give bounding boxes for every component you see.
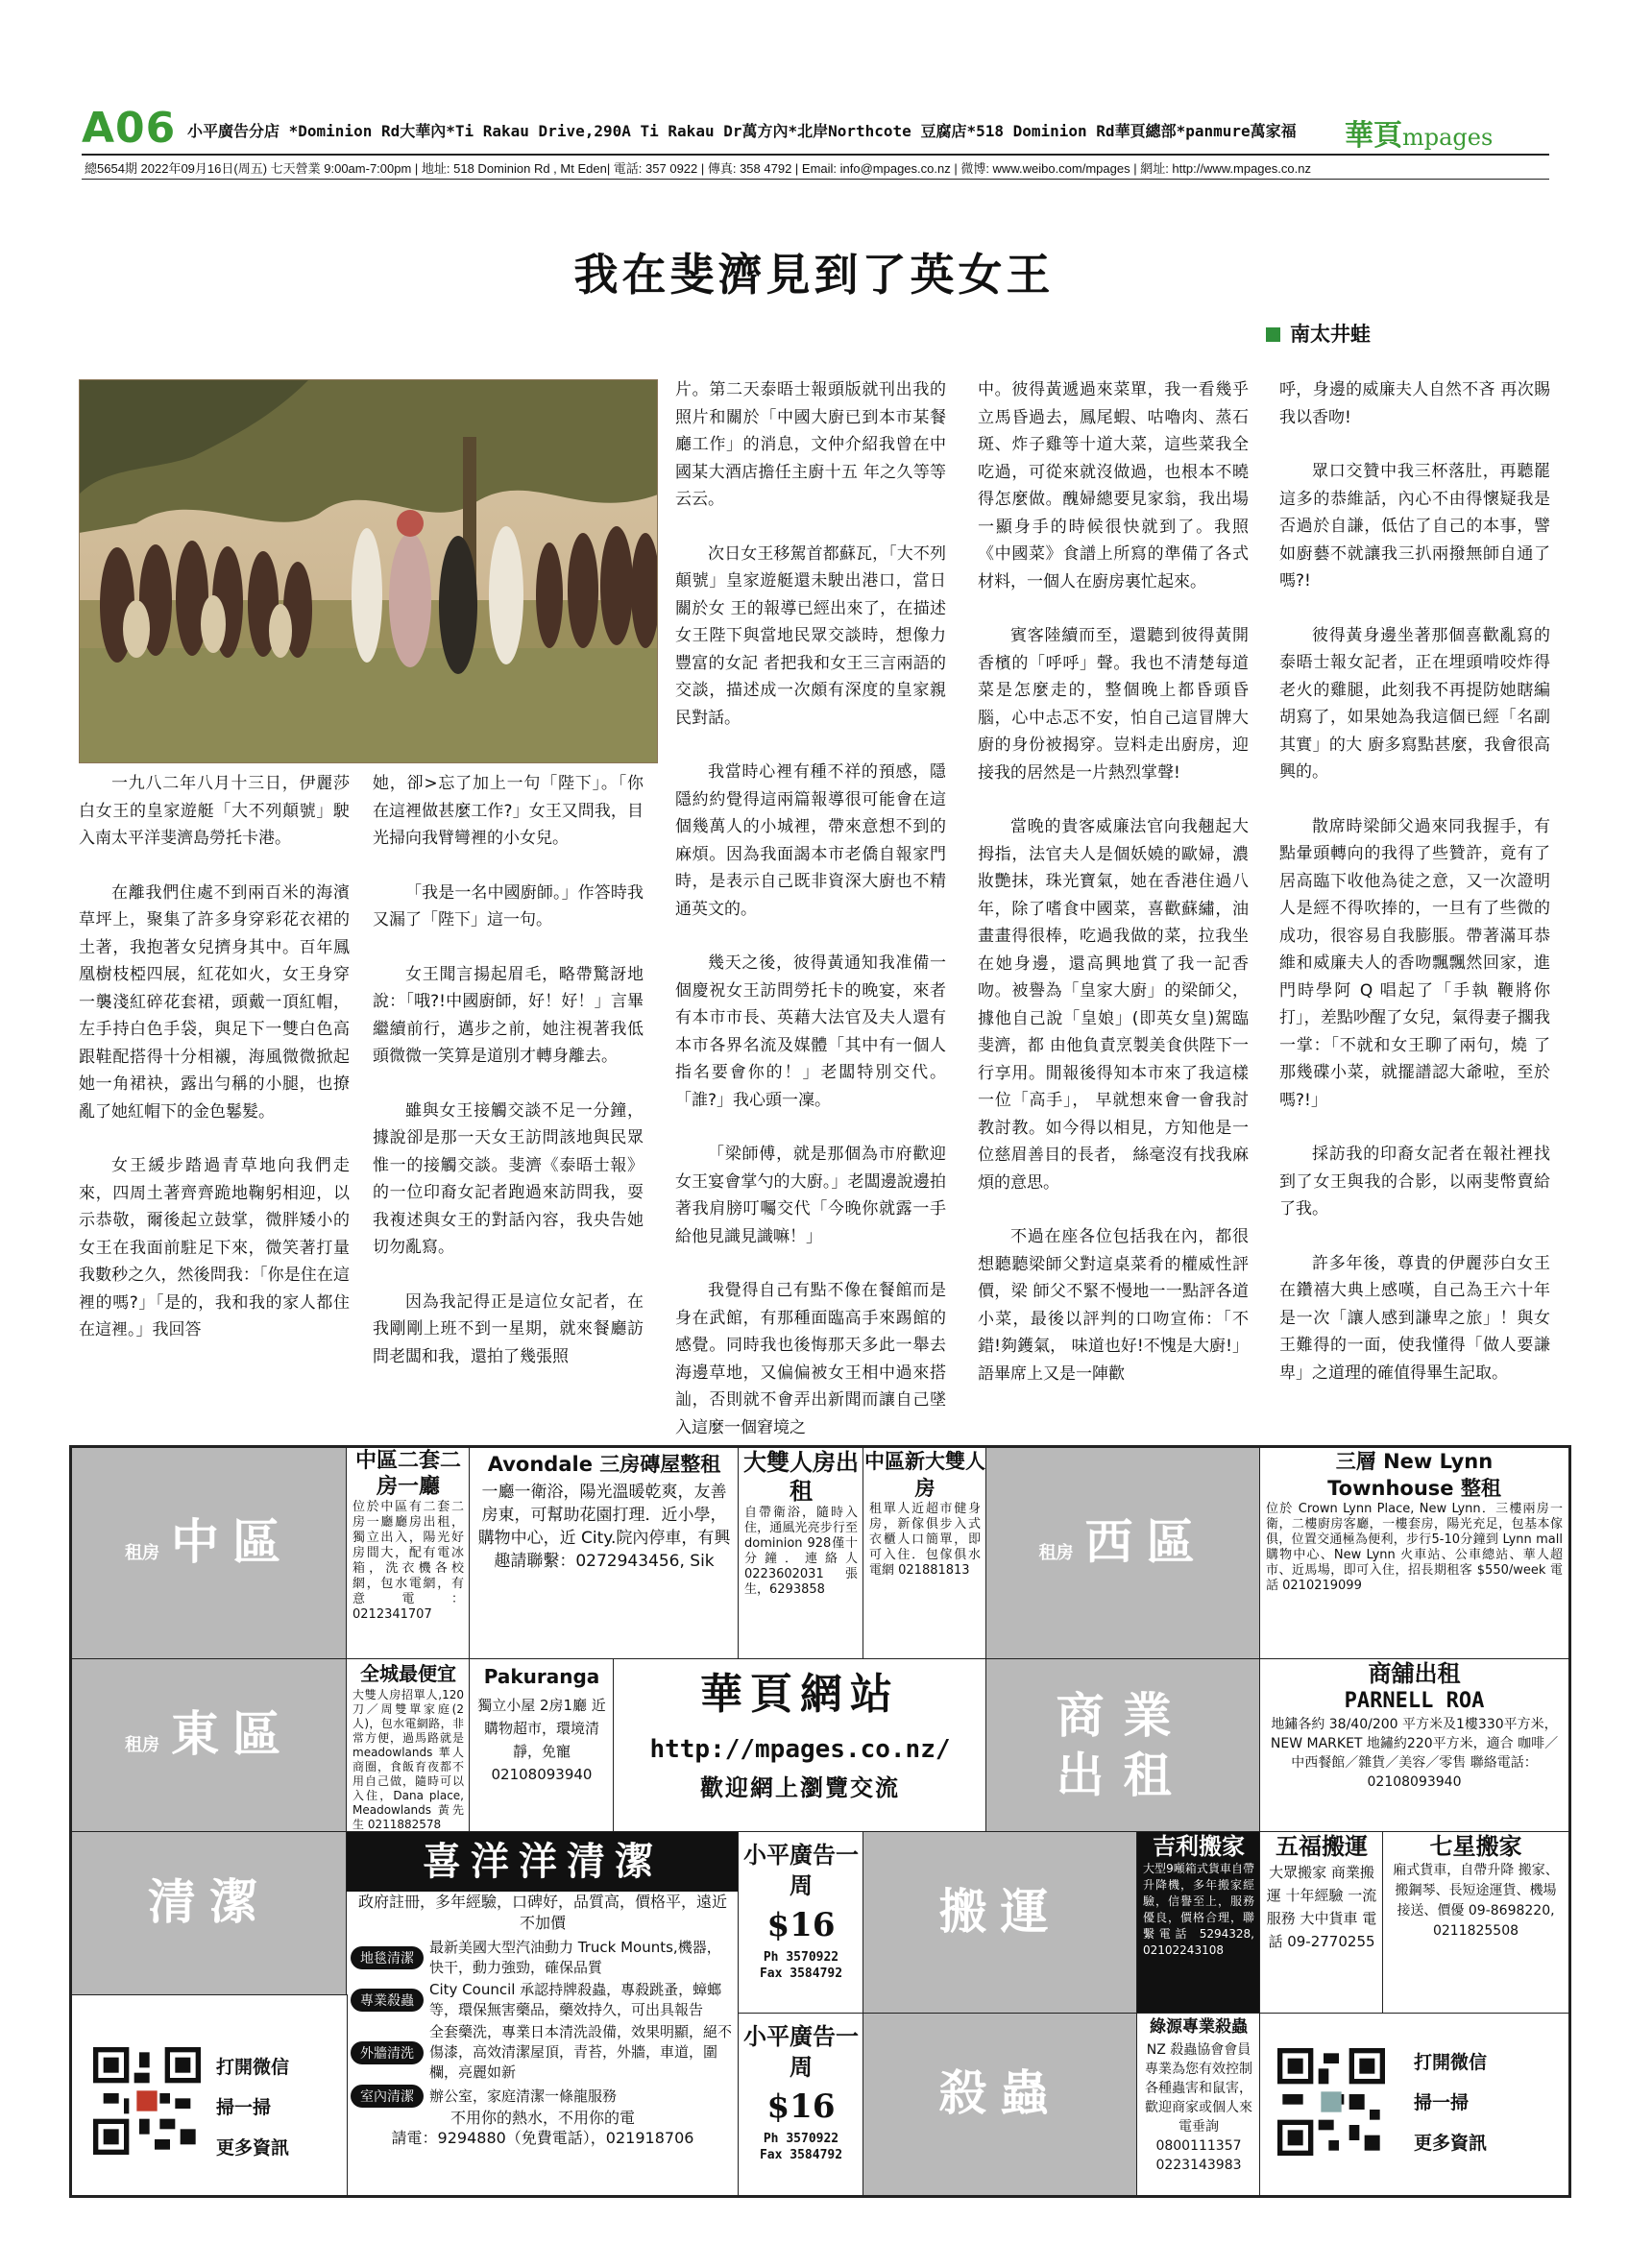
byline-square-icon [1266, 327, 1280, 342]
byline-author: 南太井蛙 [1290, 323, 1371, 346]
store-locations: 小平廣告分店 *Dominion Rd大華內*Ti Rakau Drive,290A Ti Rakau Dr萬方內*北岸Northcote 豆腐店*518 Dominion Rd華頁總部*panmure萬家福 [187, 122, 1297, 140]
header-rule [82, 154, 1549, 156]
paragraph: 「我是一名中國廚師。」作答時我又漏了「陛下」這一句。 [373, 882, 644, 929]
ad-pakuranga[interactable] [469, 1658, 615, 1833]
qr-code-icon [1277, 2048, 1385, 2156]
paragraph: 一九八二年八月十三日，伊麗莎白女王的皇家遊艇「大不列顛號」駛入南太平洋斐濟島勞托卡港。 [79, 774, 350, 848]
rent-east-label: 東區 [171, 1706, 294, 1762]
small-ad-week-2[interactable] [738, 2013, 864, 2196]
ad-heading: 全城最便宜 [360, 1662, 456, 1685]
paragraph: 女王聞言揚起眉毛，略帶驚訝地說：「哦?!中國廚師，好！好！」言畢繼續前行，邁步之前，她注視著我低頭微微一笑算是道別才轉身離去。 [373, 964, 644, 1066]
ad-jili-moving[interactable] [1136, 1831, 1261, 2015]
cleaning-text: City Council 承認持牌殺蟲，專殺跳蚤，蟑螂等，環保無害藥品，藥效持久，可出具報告 [429, 1981, 722, 2018]
mpages-logo[interactable] [1345, 111, 1493, 154]
ad-body: 一廳一衛浴，陽光溫暖乾爽，友善房東，可幫助花園打理．近小學，購物中心，近 City.院內停車，有興趣請聯繫：0272943456, Sik [477, 1483, 731, 1571]
rent-central-banner [71, 1447, 348, 1660]
article-column-5 [1279, 376, 1550, 1413]
pest-label: 殺蟲 [938, 2065, 1062, 2121]
ad-body: 大雙人房招單人,120刀／周雙單家庭(2人)，包水電網路，非常方便，過馬路就是 meadowlands 華人商圈，食飯育夜都不用自己做，隨時可以入住，Dana place, Meadowlands 黃先生 0211882578 [352, 1688, 464, 1831]
ad-double-room[interactable] [738, 1447, 864, 1660]
paragraph: 許多年後，尊貴的伊麗莎白女王在鑽禧大典上感嘆，自己為王六十年是一次「讓人感到謙卑之旅」！與女王難得的一面，使我懂得「做人要謙卑」之道理的確值得畢生記取。 [1279, 1253, 1550, 1383]
rent-central-label: 中區 [171, 1514, 294, 1570]
logo-suffix: mpages [1402, 124, 1494, 151]
classifieds-section [69, 1445, 1571, 2198]
header-rule-bottom [82, 179, 1549, 180]
rent-east-banner [71, 1658, 348, 1833]
qr-text-more: 更多資訊 [216, 2137, 290, 2159]
paragraph: 我當時心裡有種不祥的預感，隱隱約約覺得這兩篇報導很可能會在這個幾萬人的小城裡，帶來意想不到的麻煩。因為我面謁本市老僑自報家門時，是表示自己既非資深大廚也不精通英文的。 [675, 762, 946, 919]
ad-heading: 七星搬家 [1429, 1833, 1522, 1860]
small-ad-phone: Ph 3570922 [763, 1950, 839, 1965]
qr-text-scan: 掃一掃 [1414, 2092, 1470, 2113]
rent-west-banner [985, 1447, 1261, 1660]
rent-west-label: 西區 [1084, 1514, 1208, 1570]
qr-text-scan: 掃一掃 [216, 2097, 272, 2118]
cleaning-label: 清潔 [148, 1874, 271, 1930]
ad-heading: 大雙人房出租 [743, 1449, 859, 1505]
small-ad-fax: Fax 3584792 [759, 2148, 843, 2162]
ad-heading: 吉利搬家 [1153, 1833, 1245, 1860]
qr-code-icon [93, 2047, 201, 2155]
ad-central-new-room[interactable] [863, 1447, 987, 1660]
ad-qixing-moving[interactable] [1382, 1831, 1569, 2015]
cleaning-tag-pest: 專業殺蟲 [351, 1989, 424, 2012]
pest-banner [863, 2013, 1138, 2196]
cleaning-phone: 請電：9294880（免費電話），021918706 [391, 2129, 694, 2147]
paragraph: 在離我們住處不到兩百米的海濱草坪上，聚集了許多身穿彩花衣裙的土著，我抱著女兒擠身其中。百年鳳凰樹枝椏四展，紅花如火，女王身穿一襲淺紅碎花套裙，頭戴一頂紅帽，左手持白色手袋，與足下一雙白色高跟鞋配搭得十分相襯，海風微微掀起她一角裙袂，露出勻稱的小腿，也撩亂了她紅帽下的金色鬈髮。 [79, 882, 350, 1122]
paragraph: 她，卻>忘了加上一句「陛下」。「你在這裡做甚麼工作?」女王又問我，目光掃向我臂彎裡的小女兒。 [373, 774, 644, 848]
cleaning-tag-carpet: 地毯清潔 [351, 1946, 424, 1969]
paragraph: 「梁師傅，就是那個為市府歡迎女王宴會掌勺的大廚。」老闆邊說邊拍著我肩膀叮囑交代「今晚你就露一手給他見識見識嘛！」 [675, 1145, 946, 1246]
small-ad-price: $16 [766, 2087, 836, 2126]
paragraph: 呼，身邊的威廉夫人自然不吝 再次賜我以香吻! [1279, 380, 1550, 427]
paragraph: 中。彼得黃遞過來菜單，我一看幾乎立馬昏過去，鳳尾蝦、咕嚕肉、蒸石斑、炸子雞等十道大菜，這些菜我全吃過，可從來就沒做過，也根本不曉得怎麼做。醜婦總要見家翁，我出場一顯身手的時候很快就到了。我照《中國菜》食譜上所寫的準備了各式材料，一個人在廚房裏忙起來。 [978, 380, 1249, 591]
small-ad-heading: 小平廣告一周 [743, 2023, 859, 2081]
qr-text-open: 打開微信 [216, 2057, 290, 2078]
wechat-qr-left[interactable] [71, 1994, 348, 2196]
paragraph: 幾天之後，彼得黃通知我准備一個慶祝女王訪問勞托卡的晚宴，來者有本市市長、英藉大法官及夫人還有本市各界名流及媒體「其中有一個人指名要會你的！」老闆特別交代。「誰?」我心頭一凜。 [675, 953, 946, 1110]
ad-heading: Avondale 三房磚屋整租 [487, 1453, 721, 1476]
qr-text-more: 更多資訊 [1414, 2133, 1488, 2154]
ad-new-lynn[interactable] [1259, 1447, 1569, 1660]
ad-heading: 五福搬運 [1276, 1833, 1368, 1860]
ad-heading: 綠源專業殺蟲 [1150, 2017, 1248, 2037]
page-number: A06 [82, 104, 177, 153]
cleaning-tag-exterior: 外牆清洗 [351, 2041, 424, 2064]
queen-crowd-photo [79, 379, 658, 763]
site-heading: 華頁網站 [700, 1670, 900, 1719]
paragraph: 不過在座各位包括我在內，都很想聽聽梁師父對這桌菜肴的權威性評價，梁 師父不緊不慢地一一點評各道小菜，最後以評判的口吻宣佈：「不錯!夠鑊氣， 味道也好!不愧是大廚!」語畢席上又是一陣歡 [978, 1227, 1249, 1384]
cleaning-text: 最新美國大型汽油動力 Truck Mounts,機器，快干，動力強勁，確保品質 [429, 1939, 721, 1976]
article-column-1 [79, 770, 350, 1371]
paragraph: 當晚的貴客威廉法官向我翹起大拇指，法官夫人是個妖嬈的歐婦，濃妝艷抹，珠光寶氣，她在香港住過八年，除了嗜食中國菜，喜歡蘇繡，油畫畫得很棒，吃過我做的菜，拉我坐在她身邊，還高興地賞了我一記香吻。被譽為「皇家大廚」的梁師父，據他自己說「皇娘」(即英女皇)駕臨斐濟，都 由他負責烹製美食供陛下一行享用。閒報後得知本市來了我這樣一位「高手」， 早就想來會一會我討教討教。如今得以相見，方知他是一位慈眉善目的長者， 絲毫沒有找我麻煩的意思。 [978, 817, 1249, 1193]
small-ad-phone: Ph 3570922 [763, 2132, 839, 2146]
paragraph: 賓客陸續而至，還聽到彼得黃開香檳的「呼呼」聲。我也不清楚每道菜是怎麼走的，整個晚上都昏頭昏腦，心中忐忑不安，怕自己這冒牌大廚的身份被揭穿。豈料走出廚房，迎接我的居然是一片熱烈掌聲! [978, 626, 1249, 783]
ad-body: 地鏽各約 38/40/200 平方米及1樓330平方米，NEW MARKET 地鏽約220平方米，適合 咖啡／中西餐館／雜貨／美容／零售 聯絡電話：02108093940 [1270, 1717, 1559, 1790]
paragraph: 雖與女王接觸交談不足一分鐘，據說卻是那一天女王訪問該地與民眾惟一的接觸交談。斐濟《泰晤士報》的一位印裔女記者跑過來訪問我，耍我複述與女王的對話內容，我央告她切勿亂寫。 [373, 1100, 644, 1257]
paragraph: 次日女王移駕首都蘇瓦，「大不列顛號」皇家遊艇還未駛出港口，當日關於女 王的報導已經出來了，在描述女王陛下與當地民眾交談時，想像力豐富的女記 者把我和女王三言兩語的交談，描述成一次頗有深度的皇家親民對話。 [675, 543, 946, 728]
commercial-label: 商業出租 [1056, 1688, 1191, 1803]
cleaning-intro: 政府註冊，多年經驗，口碑好，品質高，價格平，遠近不加價 [357, 1893, 727, 1932]
commercial-rent-banner [985, 1658, 1261, 1833]
paragraph: 彼得黃身邊坐著那個喜歡亂寫的泰晤士報女記者，正在埋頭啃咬炸得老火的雞腿，此刻我不再提防她瞎編胡寫了，如果她為我這個已經「名副其實」的大 廚多寫點甚麼，我會很高興的。 [1279, 625, 1550, 782]
ad-avondale[interactable] [469, 1447, 740, 1660]
ad-body: 位於中區有二套二房一廳廳房出租，獨立出入，陽光好房間大，配有電冰箱，洗衣機各校網，包水電網，有意電：0212341707 [352, 1500, 464, 1622]
ad-body: 位於 Crown Lynn Place, New Lynn．三樓兩房一衛，二樓廚房客廳，一樓套房，陽光充足，包基本傢俱，位置交通極為便利，步行5-10分鐘到 Lynn mall 購物中心、New Lynn 火車站、公車總站、華人超市、近馬場，即可入住，招長期租客 $550/week 電話 0210219099 [1266, 1502, 1563, 1593]
qr-text-open: 打開微信 [1414, 2052, 1488, 2073]
small-ad-heading: 小平廣告一周 [743, 1842, 859, 1899]
site-url[interactable]: http://mpages.co.nz/ [649, 1735, 951, 1764]
ad-subheading: PARNELL ROA [1344, 1689, 1485, 1713]
ad-body: 獨立小屋 2房1廳 近購物超市，環境清靜，免寵 02108093940 [477, 1697, 606, 1783]
ad-central-two-suite[interactable] [346, 1447, 471, 1660]
cleaning-footer: 不用你的熱水，不用你的電 [450, 2109, 635, 2127]
moving-label: 搬運 [938, 1884, 1062, 1940]
paragraph: 採訪我的印裔女記者在報社裡找到了女王與我的合影，以兩斐幣賣給了我。 [1279, 1145, 1550, 1218]
ad-body: 租單人近超市健身房，新傢俱步入式衣櫃人口簡單，即可入住．包傢俱水電網 021881813 [869, 1502, 981, 1578]
rent-label: 租房 [125, 1543, 159, 1563]
ad-heading: Pakuranga [483, 1665, 600, 1688]
ad-body: 廂式貨車，自帶升降 搬家、搬鋼琴、長短途運貨、機場接送、價優 09-8698220, 0211825508 [1393, 1863, 1559, 1939]
ad-body: 大型9噸箱式貨車自帶升降機，多年搬家經驗，信譽至上，服務優良，價格合理，聯繫電話 5294328, 02102243108 [1143, 1862, 1254, 1957]
ad-heading: 三層 New Lynn Townhouse 整租 [1327, 1450, 1501, 1500]
logo-text: 華頁 [1345, 119, 1402, 153]
article-column-3 [675, 376, 946, 1468]
moving-banner [863, 1831, 1138, 2015]
wechat-qr-right[interactable] [1259, 2013, 1569, 2196]
cleaning-text: 辦公室，家庭清潔一條龍服務 [429, 2087, 618, 2105]
ad-body: NZ 殺蟲協會會員專業為您有效控制各種蟲害和鼠害，歡迎商家或個人來電垂詢 0800111357 0223143983 [1145, 2042, 1252, 2173]
ad-pest-control[interactable] [1136, 2013, 1261, 2196]
rent-label: 租房 [1038, 1543, 1074, 1563]
small-ad-price: $16 [766, 1906, 836, 1944]
article-photo [79, 379, 658, 763]
ad-wufu-moving[interactable] [1259, 1831, 1384, 2015]
cleaning-text: 全套藥洗，專業日本清洗設備，效果明顯，絕不傷漆，高效清潔屋頂，青苔，外牆，車道，圍欄，亮麗如新 [429, 2023, 733, 2081]
ad-cleaning[interactable] [346, 1831, 740, 2196]
paragraph: 女王緩步踏過青草地向我們走來，四周土著齊齊跪地鞠躬相迎，以示恭敬，爾後起立鼓掌，微胖矮小的女王在我面前駐足下來，微笑著打量我數秒之久，然後問我：「你是住在這裡的嗎?」「是的，我和我的家人都住在這裡。」我回答 [79, 1156, 350, 1339]
paragraph: 因為我記得正是這位女記者，在我剛剛上班不到一星期，就來餐廳訪問老闆和我，還拍了幾張照 [373, 1291, 644, 1366]
article-column-4 [978, 376, 1249, 1414]
article-title: 我在斐濟見到了英女王 [573, 249, 1055, 301]
small-ad-week-1[interactable] [738, 1831, 864, 2015]
ad-heading: 中區二套二房一廳 [354, 1449, 461, 1499]
byline [1266, 319, 1371, 348]
paragraph: 散席時梁師父過來同我握手，有點暈頭轉向的我得了些贊許，竟有了居高臨下收他為徒之意，又一次證明人是經不得吹捧的，一旦有了些微的成功，很容易自我膨脹。帶著滿耳恭維和威廉夫人的香吻飄飄然回家，進門時學阿 Q 唱起了「手執 鞭將你打」，差點吵醒了女兒，氣得妻子擱我一掌：「不就和女王聊了兩句，燒 了那幾碟小菜，就擺譜認大爺啦，至於嗎?!」 [1279, 816, 1550, 1110]
issue-info: 總5654期 2022年09月16日(周五) 七天營業 9:00am-7:00pm | 地址: 518 Dominion Rd , Mt Eden| 電話: 357 0922 | 傳真: 358 4792 | Email: info@mpages.co.nz | 微博: www.weibo.com/mpages | 網址: http://www.mpages.co.nz [85, 161, 1311, 176]
paragraph: 我覺得自己有點不像在餐館而是身在武館，有那種面臨高手來踢館的感覺。同時我也後悔那天多此一舉去海邊草地，又偏偏被女王相中過來搭訕，否則就不會弄出新聞而讓自己墜入這麼一個窘境之 [675, 1281, 946, 1437]
article-column-2 [373, 770, 644, 1397]
cleaning-heading: 喜洋洋清潔 [347, 1832, 739, 1892]
rent-label: 租房 [125, 1735, 159, 1755]
cleaning-tag-indoor: 室內清潔 [351, 2085, 424, 2108]
ad-cheapest[interactable] [346, 1658, 471, 1833]
ad-heading: 中區新大雙人房 [864, 1450, 985, 1500]
ad-heading: 商舖出租 [1368, 1660, 1461, 1687]
cleaning-banner [71, 1831, 348, 1996]
site-subtitle: 歡迎網上瀏覽交流 [700, 1774, 900, 1801]
small-ad-fax: Fax 3584792 [759, 1966, 843, 1981]
ad-body: 自帶衛浴，隨時入住，通風光亮步行至 dominion 928僅十分鐘．連絡人0223602031 張生，6293858 [744, 1506, 858, 1597]
ad-shop-rent[interactable] [1259, 1658, 1569, 1833]
mpages-website-promo[interactable] [613, 1658, 987, 1833]
paragraph: 片。第二天泰晤士報頭版就刊出我的照片和關於「中國大廚已到本市某餐廳工作」的消息，文仲介紹我曾在中國某大酒店擔任主廚十五 年之久等等云云。 [675, 380, 946, 509]
paragraph: 眾口交贊中我三杯落肚，再聽罷這多的恭維話，內心不由得懷疑我是否過於自謙，低估了自己的本事，譬如廚藝不就讓我三扒兩撥無師自通了嗎?! [1279, 462, 1550, 591]
ad-body: 大眾搬家 商業搬運 十年經驗 一流服務 大中貨車 電話 09-2770255 [1266, 1864, 1377, 1950]
